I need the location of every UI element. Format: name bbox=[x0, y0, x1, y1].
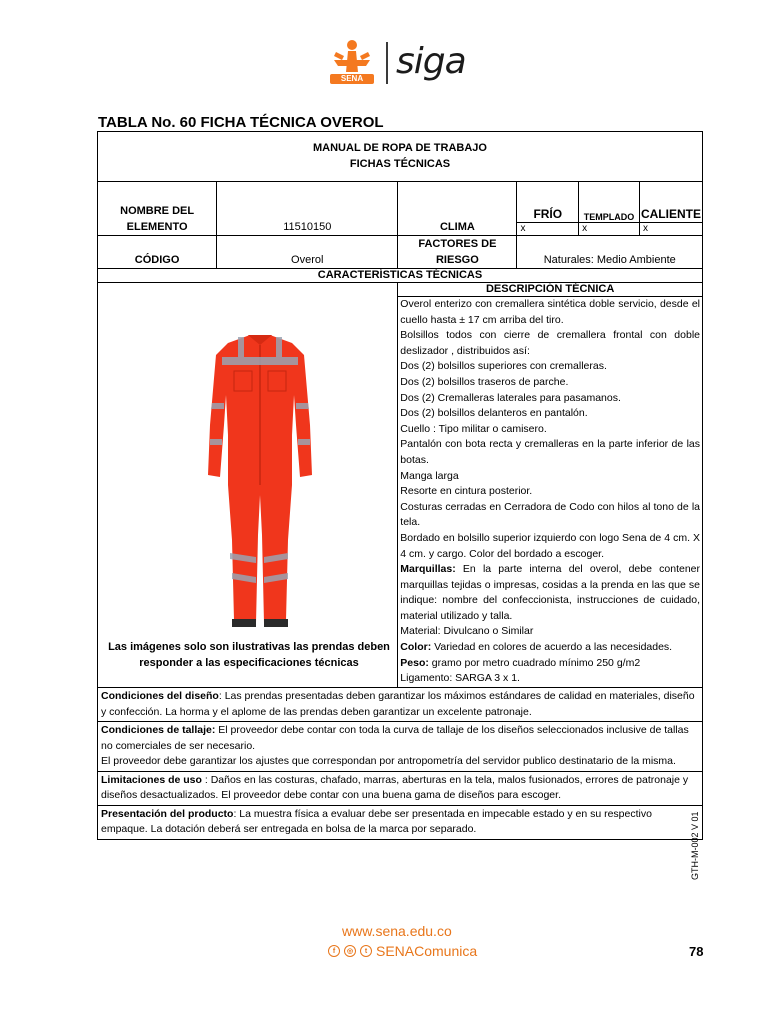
caliente-label: CALIENTE bbox=[639, 182, 702, 223]
templado-value: x bbox=[579, 223, 640, 236]
footer-social bbox=[328, 943, 477, 959]
description-line bbox=[398, 624, 702, 640]
cond-tallaje-text: El proveedor debe contar con toda la curva de tallaje de los diseños seleccionados inclusive de tallas no comerciales de ser necesario. bbox=[101, 724, 689, 752]
frio-value: x bbox=[517, 223, 579, 236]
description-line bbox=[398, 375, 702, 391]
description-line-text: Dos (2) Cremalleras laterales para pasamanos. bbox=[400, 391, 621, 404]
table-heading bbox=[98, 132, 703, 182]
cond-tallaje-label: Condiciones de tallaje: bbox=[101, 724, 216, 736]
description-line-text: Variedad en colores de acuerdo a las necesidades. bbox=[431, 641, 673, 654]
description-line bbox=[398, 391, 702, 407]
description-line bbox=[398, 328, 702, 359]
image-caption: Las imágenes solo son ilustrativas las prendas deben responder a las especificaciones técnicas bbox=[108, 641, 390, 669]
cond-presentacion-label: Presentación del producto bbox=[101, 807, 234, 820]
description-line-text: Dos (2) bolsillos traseros de parche. bbox=[400, 375, 569, 388]
siga-logo: siga bbox=[396, 41, 466, 82]
description-line-text: Overol enterizo con cremallera sintética doble servicio, desde el cuello hasta ± 17 cm arriba del tiro. bbox=[400, 298, 700, 326]
cond-limitaciones-label: Limitaciones de uso bbox=[101, 773, 202, 786]
description-line-text: Dos (2) bolsillos superiores con cremalleras. bbox=[400, 360, 607, 373]
description-line-text: Dos (2) bolsillos delanteros en pantalón. bbox=[400, 407, 588, 420]
header-logos bbox=[328, 38, 478, 90]
description-line-label: Marquillas: bbox=[400, 563, 456, 576]
riesgo-label-1: FACTORES DE bbox=[418, 238, 497, 250]
nombre-value: 11510150 bbox=[217, 182, 398, 236]
description-line-label: Color: bbox=[400, 641, 432, 654]
description-line bbox=[398, 500, 702, 531]
description-line bbox=[398, 437, 702, 468]
cond-diseno-label: Condiciones del diseño bbox=[101, 690, 219, 702]
footer-social-handle[interactable]: SENAComunica bbox=[376, 943, 478, 959]
nombre-label-cell bbox=[98, 182, 217, 236]
heading-line-2: FICHAS TÉCNICAS bbox=[349, 158, 451, 170]
description-line-text: Bolsillos todos con cierre de cremallera frontal con doble deslizador , distribuidos así: bbox=[400, 329, 700, 357]
description-line bbox=[398, 359, 702, 375]
frio-label: FRÍO bbox=[517, 182, 579, 223]
technical-sheet-table bbox=[97, 131, 703, 840]
description-line bbox=[398, 640, 702, 656]
codigo-value: Overol bbox=[217, 236, 398, 269]
description-line-text: Material: Divulcano o Similar bbox=[400, 625, 534, 638]
riesgo-value: Naturales: Medio Ambiente bbox=[517, 236, 703, 269]
logo-divider bbox=[386, 42, 388, 84]
document-code: GTH-M-002 V 01 bbox=[690, 811, 700, 880]
description-line-text: Pantalón con bota recta y cremalleras en la parte inferior de las botas. bbox=[400, 438, 700, 466]
codigo-label: CÓDIGO bbox=[98, 236, 217, 269]
page-number: 78 bbox=[689, 944, 704, 959]
heading-line-1: MANUAL DE ROPA DE TRABAJO bbox=[313, 142, 487, 154]
description-line bbox=[398, 562, 702, 624]
instagram-icon[interactable]: ◎ bbox=[344, 945, 356, 957]
cond-presentacion-text: : La muestra física a evaluar debe ser presentada en impecable estado y en su respectivo empaque. La dotación deberá ser entregada en bolsa de la marca por separado. bbox=[101, 807, 652, 835]
description-line-text: gramo por metro cuadrado mínimo 250 g/m2 bbox=[428, 656, 641, 669]
caliente-value: x bbox=[639, 223, 702, 236]
caracteristicas-label: CARACTERÍSTICAS TÉCNICAS bbox=[98, 269, 703, 283]
riesgo-label-2: RIESGO bbox=[435, 254, 479, 266]
description-line-text: Manga larga bbox=[400, 469, 459, 482]
garment-image-cell bbox=[98, 283, 398, 688]
riesgo-label-cell bbox=[398, 236, 517, 269]
description-line bbox=[398, 671, 702, 687]
description-line bbox=[398, 422, 702, 438]
cond-diseno bbox=[98, 688, 703, 722]
description-line-text: Ligamento: SARGA 3 x 1. bbox=[400, 672, 520, 685]
cond-presentacion bbox=[98, 805, 703, 839]
description-line bbox=[398, 469, 702, 485]
description-line-text: Costuras cerradas en Cerradora de Codo con hilos al tono de la tela. bbox=[400, 500, 700, 529]
twitter-icon[interactable]: t bbox=[360, 945, 372, 957]
clima-label: CLIMA bbox=[398, 182, 517, 236]
overall-garment-image bbox=[200, 335, 320, 630]
description-line-text: En la parte interna del overol, debe contener marquillas tejidas o impresas, cosidas a la prenda en las que se indique: nombre del confeccionista, instrucciones de cuidado, material utilizado y talla. bbox=[400, 563, 700, 622]
description-list bbox=[398, 297, 702, 687]
description-line bbox=[398, 484, 702, 500]
cond-diseno-text: : Las prendas presentadas deben garantizar los máximos estándares de calidad en materiales, diseño y confección. La horma y el aplome de las prendas deben garantizar un excelente patronaje. bbox=[101, 690, 695, 718]
description-line bbox=[398, 656, 702, 672]
footer-url-link[interactable]: www.sena.edu.co bbox=[342, 923, 452, 939]
document-title: TABLA No. 60 FICHA TÉCNICA OVEROL bbox=[98, 114, 384, 131]
sena-wordmark: SENA bbox=[330, 74, 374, 84]
description-line-text: Bordado en bolsillo superior izquierdo con logo Sena de 4 cm. X 4 cm. y cargo. Color del bordado a escoger. bbox=[400, 531, 700, 560]
description-line-text: Resorte en cintura posterior. bbox=[400, 485, 533, 498]
description-line-text: Cuello : Tipo militar o camisero. bbox=[400, 422, 547, 435]
nombre-label-1: NOMBRE DEL bbox=[120, 205, 195, 217]
description-cell bbox=[398, 297, 703, 688]
cond-limitaciones-text: : Daños en las costuras, chafado, marras, aberturas en la tela, malos fusionados, errores de patronaje y diseños desactualizados. El proveedor debe contar con una buena gama de diseños para escoger. bbox=[101, 773, 689, 801]
cond-tallaje-extra: El proveedor debe garantizar los ajustes que correspondan por antropometría del servidor publico destinatario de la misma. bbox=[101, 755, 676, 767]
nombre-label-2: ELEMENTO bbox=[126, 221, 188, 233]
cond-limitaciones bbox=[98, 771, 703, 805]
description-line bbox=[398, 406, 702, 422]
description-line bbox=[398, 531, 702, 562]
cond-tallaje bbox=[98, 722, 703, 772]
templado-label: TEMPLADO bbox=[579, 182, 640, 223]
facebook-icon[interactable]: f bbox=[328, 945, 340, 957]
descripcion-label: DESCRIPCIÓN TÉCNICA bbox=[398, 283, 703, 297]
description-line-label: Peso: bbox=[400, 656, 429, 669]
description-line bbox=[398, 297, 702, 328]
